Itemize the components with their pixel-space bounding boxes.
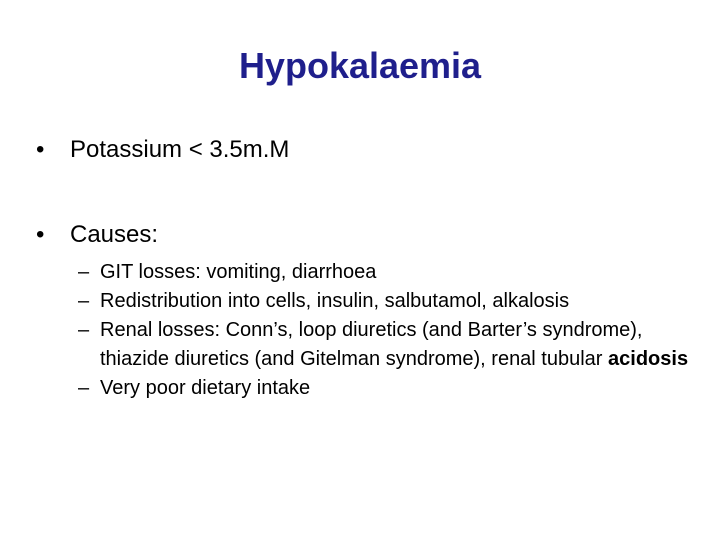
bullet-marker: • <box>36 221 45 248</box>
bullet-text: Potassium < 3.5m.M <box>70 136 290 163</box>
bullet-marker: • <box>36 136 45 163</box>
sub-bullet-text-bold: acidosis <box>608 348 689 370</box>
bullet-potassium <box>36 135 289 165</box>
cause-git-losses <box>78 258 708 287</box>
causes-list <box>78 258 708 403</box>
sub-bullet-text <box>100 316 708 374</box>
sub-bullet-text: Redistribution into cells, insulin, salbutamol, alkalosis <box>100 290 570 312</box>
cause-renal-losses <box>78 316 708 374</box>
sub-bullet-text: GIT losses: vomiting, diarrhoea <box>100 261 377 283</box>
sub-bullet-marker: – <box>78 319 90 341</box>
sub-bullet-marker: – <box>78 261 90 283</box>
sub-bullet-marker: – <box>78 290 90 312</box>
cause-redistribution <box>78 287 708 316</box>
sub-bullet-marker: – <box>78 377 90 399</box>
slide-title: Hypokalaemia <box>238 45 482 86</box>
bullet-text: Causes: <box>70 221 159 248</box>
cause-poor-diet <box>78 374 708 403</box>
sub-bullet-text-plain: Renal losses: Conn’s, loop diuretics (and Barter’s syndrome), thiazide diuretics (and Gitelman syndrome), renal tubular <box>100 319 643 370</box>
sub-bullet-text: Very poor dietary intake <box>100 377 311 399</box>
bullet-causes <box>36 220 158 250</box>
